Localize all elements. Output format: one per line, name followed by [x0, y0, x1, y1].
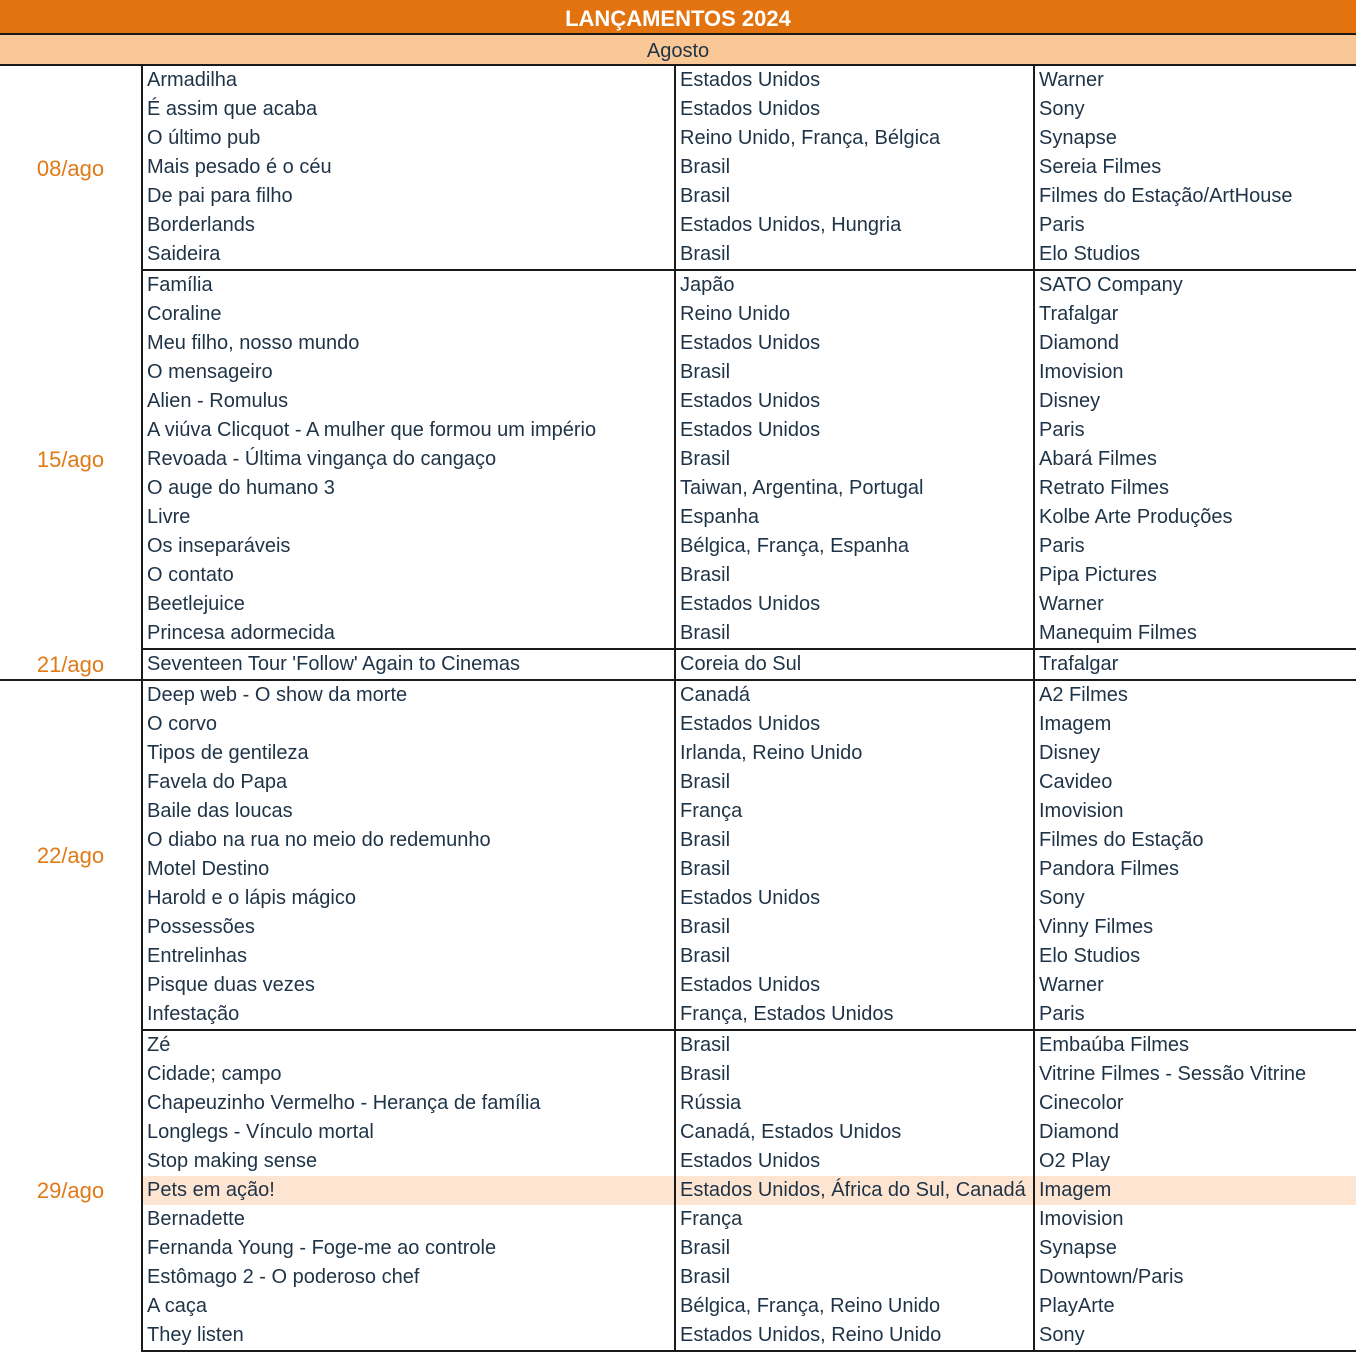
- movie-country: Rússia: [675, 1089, 1034, 1118]
- movie-distributor: Cinecolor: [1039, 1092, 1124, 1114]
- table-row: [0, 1205, 1356, 1234]
- sheet-title: LANÇAMENTOS 2024: [0, 0, 1356, 35]
- movie-distributor: Warner: [1039, 974, 1104, 996]
- movie-country: Estados Unidos: [675, 710, 1034, 739]
- movie-distributor: Warner: [1039, 69, 1104, 91]
- movie-distributor: Sony: [1034, 1321, 1356, 1351]
- movie-country: Estados Unidos: [675, 1147, 1034, 1176]
- movie-country: Brasil: [675, 1060, 1034, 1089]
- movie-distributor: Paris: [1039, 214, 1085, 236]
- movie-title: Tipos de gentileza: [142, 739, 675, 768]
- movie-distributor: Sereia Filmes: [1039, 156, 1162, 178]
- movie-country: Estados Unidos: [675, 329, 1034, 358]
- movie-distributor: Elo Studios: [1034, 240, 1356, 270]
- movie-country: Bélgica, França, Espanha: [675, 532, 1034, 561]
- movie-distributor: Imovision: [1039, 361, 1124, 383]
- movie-title: Infestação: [142, 1000, 675, 1030]
- table-row: [0, 1292, 1356, 1321]
- movie-country: Estados Unidos, Hungria: [675, 211, 1034, 240]
- movie-distributor: Imagem: [1039, 713, 1112, 735]
- movie-title: Estômago 2 - O poderoso chef: [142, 1263, 675, 1292]
- movie-distributor: Vinny Filmes: [1039, 916, 1154, 938]
- table-row: [0, 358, 1356, 387]
- table-row: [0, 124, 1356, 153]
- movie-title: O mensageiro: [142, 358, 675, 387]
- table-row: [0, 710, 1356, 739]
- movie-country: Brasil: [675, 153, 1034, 182]
- movie-country: Brasil: [675, 942, 1034, 971]
- movie-distributor: Disney: [1039, 742, 1101, 764]
- table-row: [0, 971, 1356, 1000]
- movie-country: Estados Unidos: [675, 66, 1034, 95]
- movie-country: França: [675, 1205, 1034, 1234]
- movie-distributor: Synapse: [1039, 1237, 1117, 1259]
- movie-country: Brasil: [675, 619, 1034, 649]
- table-row: [0, 300, 1356, 329]
- table-row: [0, 474, 1356, 503]
- movie-title: Stop making sense: [142, 1147, 675, 1176]
- table-row: [0, 95, 1356, 124]
- movie-title: O diabo na rua no meio do redemunho: [142, 826, 675, 855]
- movie-distributor: Pandora Filmes: [1039, 858, 1180, 880]
- movie-distributor: Sony: [1039, 887, 1085, 909]
- movie-distributor: Imovision: [1039, 1208, 1124, 1230]
- movie-title: Entrelinhas: [142, 942, 675, 971]
- movie-distributor: Kolbe Arte Produções: [1039, 506, 1233, 528]
- table-row: [0, 649, 1356, 680]
- movie-title: É assim que acaba: [142, 95, 675, 124]
- movie-country: Estados Unidos, Reino Unido: [675, 1321, 1034, 1351]
- movie-title: A caça: [142, 1292, 675, 1321]
- movie-title: Alien - Romulus: [142, 387, 675, 416]
- movie-title: Meu filho, nosso mundo: [142, 329, 675, 358]
- table-row: [0, 1060, 1356, 1089]
- movie-country: Taiwan, Argentina, Portugal: [675, 474, 1034, 503]
- movie-title: Pisque duas vezes: [142, 971, 675, 1000]
- movie-distributor: Paris: [1039, 419, 1085, 441]
- movie-title: O último pub: [142, 124, 675, 153]
- movie-distributor: Warner: [1039, 593, 1104, 615]
- movie-title: O corvo: [142, 710, 675, 739]
- table-row: [0, 1118, 1356, 1147]
- movie-distributor: Diamond: [1039, 332, 1120, 354]
- movie-title: Chapeuzinho Vermelho - Herança de família: [142, 1089, 675, 1118]
- movie-distributor: Embaúba Filmes: [1039, 1034, 1190, 1056]
- movie-country: Canadá: [675, 680, 1034, 710]
- movie-distributor: Synapse: [1039, 127, 1117, 149]
- movie-country: Bélgica, França, Reino Unido: [675, 1292, 1034, 1321]
- movie-country: Espanha: [675, 503, 1034, 532]
- movie-distributor: Abará Filmes: [1039, 448, 1157, 470]
- movie-distributor: Pipa Pictures: [1039, 564, 1157, 586]
- table-row: [0, 1089, 1356, 1118]
- release-date: 08/ago: [0, 66, 142, 270]
- movie-distributor: Filmes do Estação/ArtHouse: [1039, 185, 1293, 207]
- table-row: [0, 416, 1356, 445]
- release-date: 29/ago: [0, 1030, 142, 1351]
- movie-country: França: [675, 797, 1034, 826]
- movie-distributor: Filmes do Estação: [1039, 829, 1204, 851]
- movie-country: Brasil: [675, 768, 1034, 797]
- movie-title: Beetlejuice: [142, 590, 675, 619]
- table-row: [0, 884, 1356, 913]
- movie-country: Irlanda, Reino Unido: [675, 739, 1034, 768]
- table-row: [0, 826, 1356, 855]
- movie-country: Reino Unido: [675, 300, 1034, 329]
- movie-title: Pets em ação!: [142, 1176, 675, 1205]
- movie-country: Brasil: [675, 826, 1034, 855]
- table-row: [0, 1176, 1356, 1205]
- movie-distributor: Trafalgar: [1034, 649, 1356, 680]
- movie-country: Japão: [675, 270, 1034, 300]
- table-row: [0, 1263, 1356, 1292]
- movie-title: Seventeen Tour 'Follow' Again to Cinemas: [142, 649, 675, 680]
- table-row: [0, 561, 1356, 590]
- table-row: [0, 445, 1356, 474]
- table-row: [0, 153, 1356, 182]
- movie-distributor: Sony: [1039, 98, 1085, 120]
- movie-country: Canadá, Estados Unidos: [675, 1118, 1034, 1147]
- movie-title: Princesa adormecida: [142, 619, 675, 649]
- movie-title: Fernanda Young - Foge-me ao controle: [142, 1234, 675, 1263]
- movie-distributor: PlayArte: [1039, 1295, 1115, 1317]
- table-row: [0, 66, 1356, 95]
- movie-country: Estados Unidos: [675, 884, 1034, 913]
- movie-distributor: Manequim Filmes: [1034, 619, 1356, 649]
- table-row: [0, 680, 1356, 710]
- movie-distributor: Imagem: [1034, 1176, 1356, 1205]
- release-date: 22/ago: [0, 680, 142, 1030]
- movie-distributor: O2 Play: [1039, 1150, 1111, 1172]
- movie-distributor: Elo Studios: [1039, 945, 1141, 967]
- table-row: [0, 182, 1356, 211]
- movie-country: Estados Unidos: [675, 971, 1034, 1000]
- movie-distributor: A2 Filmes: [1039, 684, 1128, 706]
- movie-title: Favela do Papa: [142, 768, 675, 797]
- movie-distributor: Diamond: [1039, 1121, 1120, 1143]
- movie-distributor: Retrato Filmes: [1039, 477, 1170, 499]
- movie-title: Zé: [142, 1030, 675, 1060]
- movie-title: Saideira: [142, 240, 675, 270]
- table-row: [0, 387, 1356, 416]
- movie-country: Estados Unidos: [675, 95, 1034, 124]
- table-row: [0, 1147, 1356, 1176]
- table-row: [0, 1234, 1356, 1263]
- movie-title: Cidade; campo: [142, 1060, 675, 1089]
- movie-country: Brasil: [675, 240, 1034, 270]
- releases-table: [0, 66, 1356, 1352]
- movie-title: Coraline: [142, 300, 675, 329]
- table-row: [0, 1000, 1356, 1030]
- movie-country: Brasil: [675, 358, 1034, 387]
- movie-distributor: Imovision: [1039, 800, 1124, 822]
- table-row: [0, 329, 1356, 358]
- movie-country: Brasil: [675, 913, 1034, 942]
- movie-distributor: Paris: [1039, 535, 1085, 557]
- movie-title: Borderlands: [142, 211, 675, 240]
- movie-title: They listen: [142, 1321, 675, 1351]
- movie-title: Família: [142, 270, 675, 300]
- table-row: [0, 913, 1356, 942]
- movie-title: Deep web - O show da morte: [142, 680, 675, 710]
- release-date: 21/ago: [0, 649, 142, 680]
- movie-country: Estados Unidos: [675, 590, 1034, 619]
- table-row: [0, 532, 1356, 561]
- releases-table-body: [0, 66, 1356, 1351]
- movie-distributor: Disney: [1039, 390, 1101, 412]
- movie-title: Revoada - Última vingança do cangaço: [142, 445, 675, 474]
- movie-country: Estados Unidos: [675, 416, 1034, 445]
- movie-country: França, Estados Unidos: [675, 1000, 1034, 1030]
- table-row: [0, 240, 1356, 270]
- movie-distributor: SATO Company: [1039, 274, 1183, 296]
- table-row: [0, 503, 1356, 532]
- movie-title: Armadilha: [142, 66, 675, 95]
- release-date: 15/ago: [0, 270, 142, 649]
- movie-distributor: Vitrine Filmes - Sessão Vitrine: [1039, 1063, 1307, 1085]
- movie-title: Possessões: [142, 913, 675, 942]
- movie-title: Bernadette: [142, 1205, 675, 1234]
- movie-country: Brasil: [675, 855, 1034, 884]
- movie-title: Harold e o lápis mágico: [142, 884, 675, 913]
- movie-distributor: Trafalgar: [1039, 303, 1119, 325]
- table-row: [0, 1030, 1356, 1060]
- movie-country: Brasil: [675, 1030, 1034, 1060]
- month-header: Agosto: [0, 35, 1356, 66]
- movie-title: Livre: [142, 503, 675, 532]
- table-row: [0, 590, 1356, 619]
- movie-title: Baile das loucas: [142, 797, 675, 826]
- movie-title: Motel Destino: [142, 855, 675, 884]
- movie-title: A viúva Clicquot - A mulher que formou um império: [142, 416, 675, 445]
- movie-distributor: Downtown/Paris: [1039, 1266, 1184, 1288]
- movie-title: Longlegs - Vínculo mortal: [142, 1118, 675, 1147]
- table-row: [0, 797, 1356, 826]
- table-row: [0, 211, 1356, 240]
- movie-title: De pai para filho: [142, 182, 675, 211]
- table-row: [0, 768, 1356, 797]
- table-row: [0, 1321, 1356, 1351]
- movie-country: Coreia do Sul: [675, 649, 1034, 680]
- movie-country: Brasil: [675, 561, 1034, 590]
- movie-country: Estados Unidos: [675, 387, 1034, 416]
- table-row: [0, 942, 1356, 971]
- movie-country: Brasil: [675, 1263, 1034, 1292]
- table-row: [0, 855, 1356, 884]
- movie-distributor: Paris: [1034, 1000, 1356, 1030]
- movie-country: Brasil: [675, 1234, 1034, 1263]
- movie-title: O auge do humano 3: [142, 474, 675, 503]
- movie-country: Estados Unidos, África do Sul, Canadá: [675, 1176, 1034, 1205]
- movie-country: Brasil: [675, 445, 1034, 474]
- table-row: [0, 619, 1356, 649]
- movie-country: Brasil: [675, 182, 1034, 211]
- table-row: [0, 739, 1356, 768]
- movie-title: Os inseparáveis: [142, 532, 675, 561]
- movie-country: Reino Unido, França, Bélgica: [675, 124, 1034, 153]
- movie-distributor: Cavideo: [1039, 771, 1113, 793]
- table-row: [0, 270, 1356, 300]
- movie-title: Mais pesado é o céu: [142, 153, 675, 182]
- movie-title: O contato: [142, 561, 675, 590]
